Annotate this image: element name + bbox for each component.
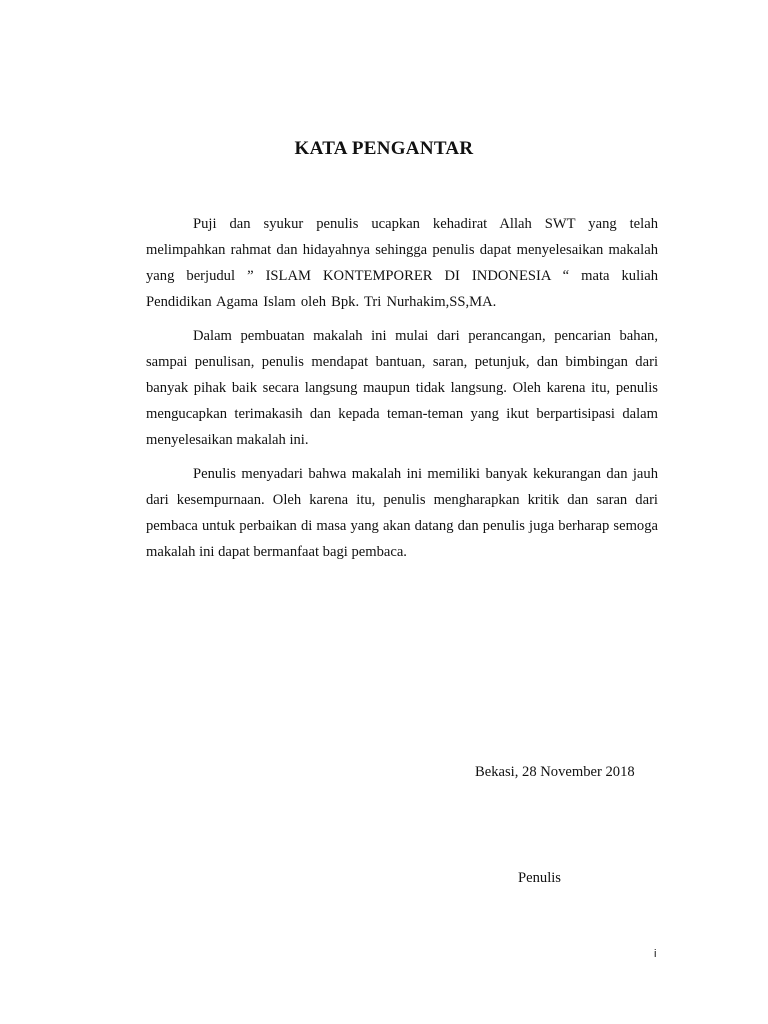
paragraph-acknowledgement: Dalam pembuatan makalah ini mulai dari perancangan, pencarian bahan, sampai penulisan, penulis mendapat bantuan, saran, petunjuk, dan bimbingan dari banyak pihak baik secara langsung maupun tidak langsung. Oleh karena itu, penulis mengucapkan terimakasih dan kepada teman-teman yang ikut berpartisipasi dalam menyelesaikan makalah ini. <box>146 328 658 448</box>
page-title: KATA PENGANTAR <box>294 138 474 159</box>
paragraph-closing: Penulis menyadari bahwa makalah ini memiliki banyak kekurangan dan jauh dari kesempurnaan. Oleh karena itu, penulis mengharapkan kritik dan saran dari pembaca untuk perbaikan di masa yang akan datang dan penulis juga berharap semoga makalah ini dapat bermanfaat bagi pembaca. <box>146 466 658 560</box>
place-date: Bekasi, 28 November 2018 <box>475 764 635 780</box>
document-body <box>146 211 658 573</box>
page-number: i <box>654 948 657 960</box>
paragraph-opening: Puji dan syukur penulis ucapkan kehadirat Allah SWT yang telah melimpahkan rahmat dan hidayahnya sehingga penulis dapat menyelesaikan makalah yang berjudul ” ISLAM KONTEMPORER DI INDONESIA “ mata kuliah Pendidikan Agama Islam oleh Bpk. Tri Nurhakim,SS,MA. <box>146 216 658 310</box>
author-signature: Penulis <box>518 870 561 886</box>
